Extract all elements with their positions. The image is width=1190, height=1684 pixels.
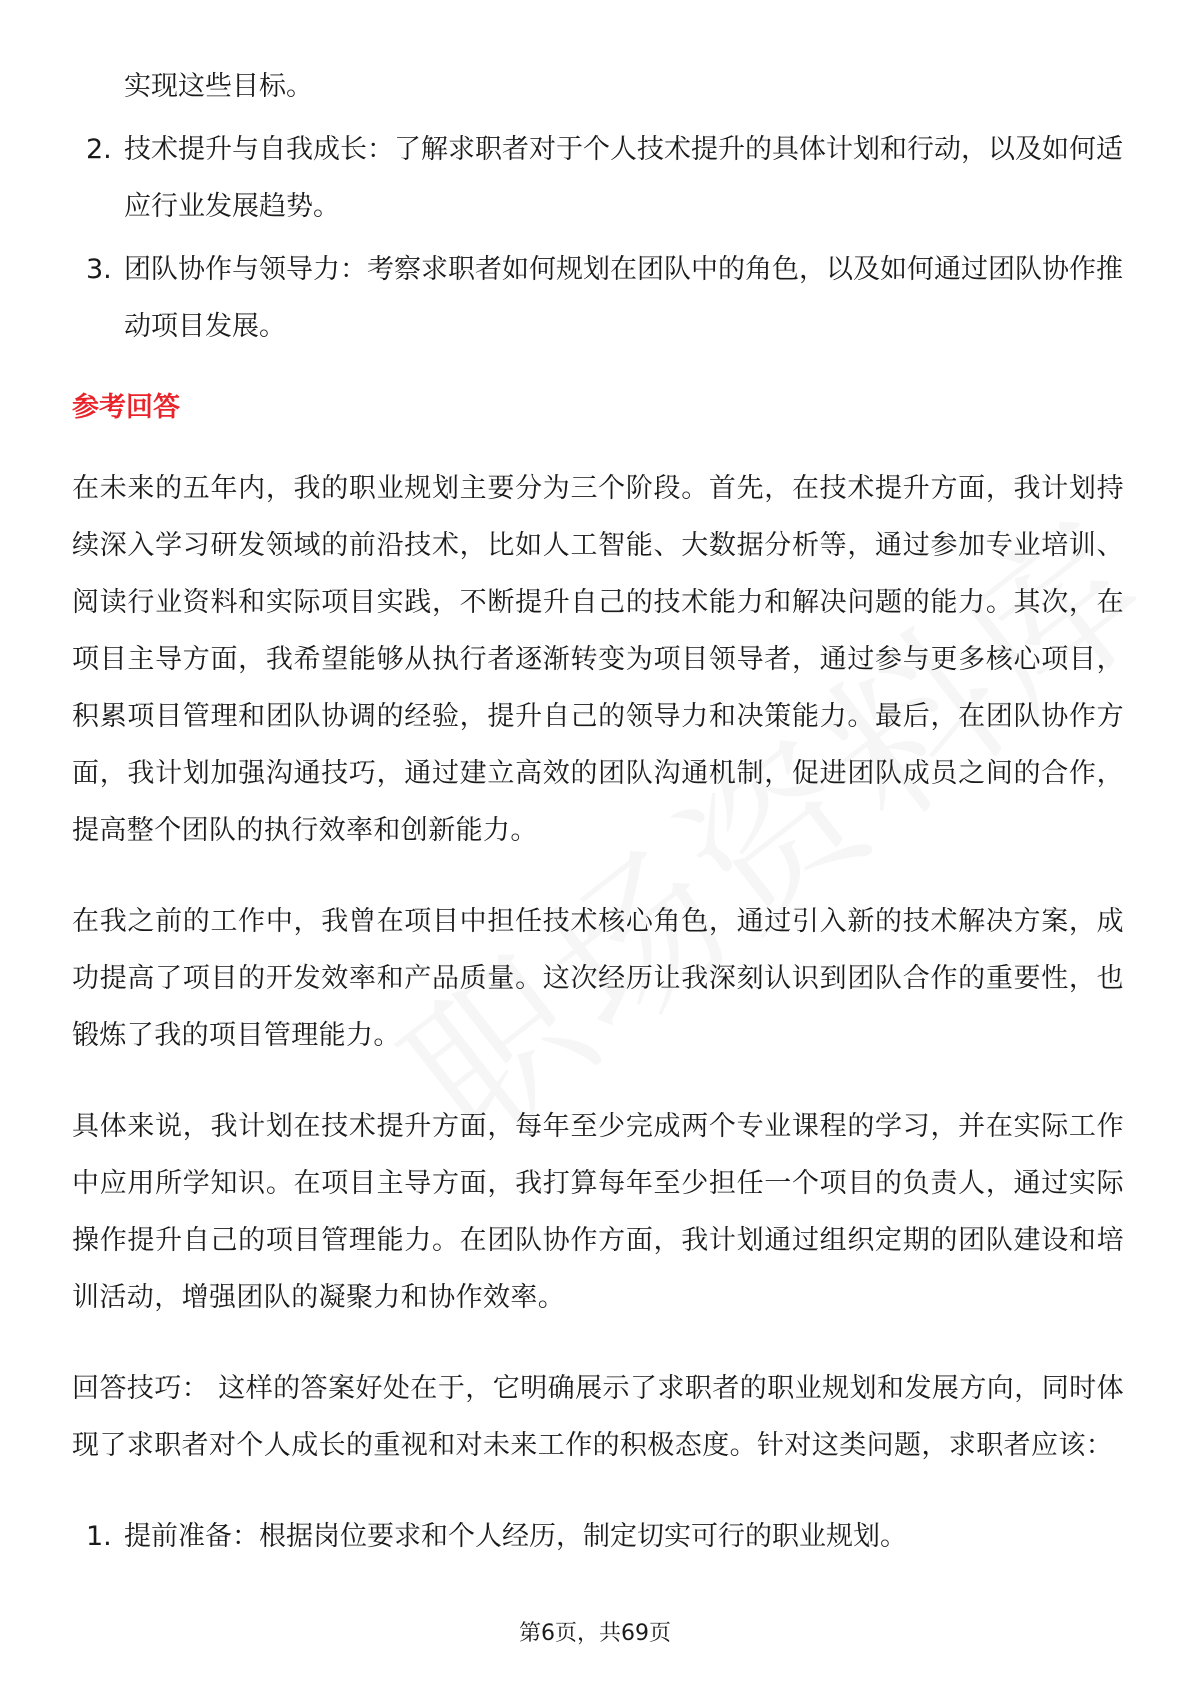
section-heading: 参考回答 (72, 392, 180, 423)
list-item (72, 121, 1124, 235)
page-content (72, 58, 1124, 1565)
answer-paragraph: 在未来的五年内，我的职业规划主要分为三个阶段。首先，在技术提升方面，我计划持续深入学习研发领域的前沿技术，比如人工智能、大数据分析等，通过参加专业培训、阅读行业资料和实际项目实践，不断提升自己的技术能力和解决问题的能力。其次，在项目主导方面，我希望能够从执行者逐渐转变为项目领导者，通过参与更多核心项目，积累项目管理和团队协调的经验，提升自己的领导力和决策能力。最后，在团队协作方面，我计划加强沟通技巧，通过建立高效的团队沟通机制，促进团队成员之间的合作，提高整个团队的执行效率和创新能力。 (72, 473, 1124, 846)
list-number: 3. (86, 254, 112, 285)
page-footer: 第6页，共69页 (519, 1621, 671, 1646)
answer-paragraph: 具体来说，我计划在技术提升方面，每年至少完成两个专业课程的学习，并在实际工作中应用所学知识。在项目主导方面，我打算每年至少担任一个项目的负责人，通过实际操作提升自己的项目管理能力。在团队协作方面，我计划通过组织定期的团队建设和培训活动，增强团队的凝聚力和协作效率。 (72, 1111, 1124, 1313)
list-item-text: 团队协作与领导力：考察求职者如何规划在团队中的角色，以及如何通过团队协作推动项目发展。 (124, 254, 1123, 342)
list-item (72, 1508, 1124, 1565)
tips-paragraph: 回答技巧： 这样的答案好处在于，它明确展示了求职者的职业规划和发展方向，同时体现了求职者对个人成长的重视和对未来工作的积极态度。针对这类问题，求职者应该： (72, 1373, 1124, 1461)
list-number: 2. (86, 134, 112, 165)
list-number: 1. (86, 1521, 112, 1552)
answer-paragraph: 在我之前的工作中，我曾在项目中担任技术核心角色，通过引入新的技术解决方案，成功提高了项目的开发效率和产品质量。这次经历让我深刻认识到团队合作的重要性，也锻炼了我的项目管理能力。 (72, 906, 1124, 1051)
list-item-text: 提前准备：根据岗位要求和个人经历，制定切实可行的职业规划。 (124, 1521, 907, 1552)
list-item-continuation: 实现这些目标。 (124, 71, 313, 102)
list-item (72, 241, 1124, 355)
list-item-text: 技术提升与自我成长：了解求职者对于个人技术提升的具体计划和行动，以及如何适应行业发展趋势。 (124, 134, 1123, 222)
